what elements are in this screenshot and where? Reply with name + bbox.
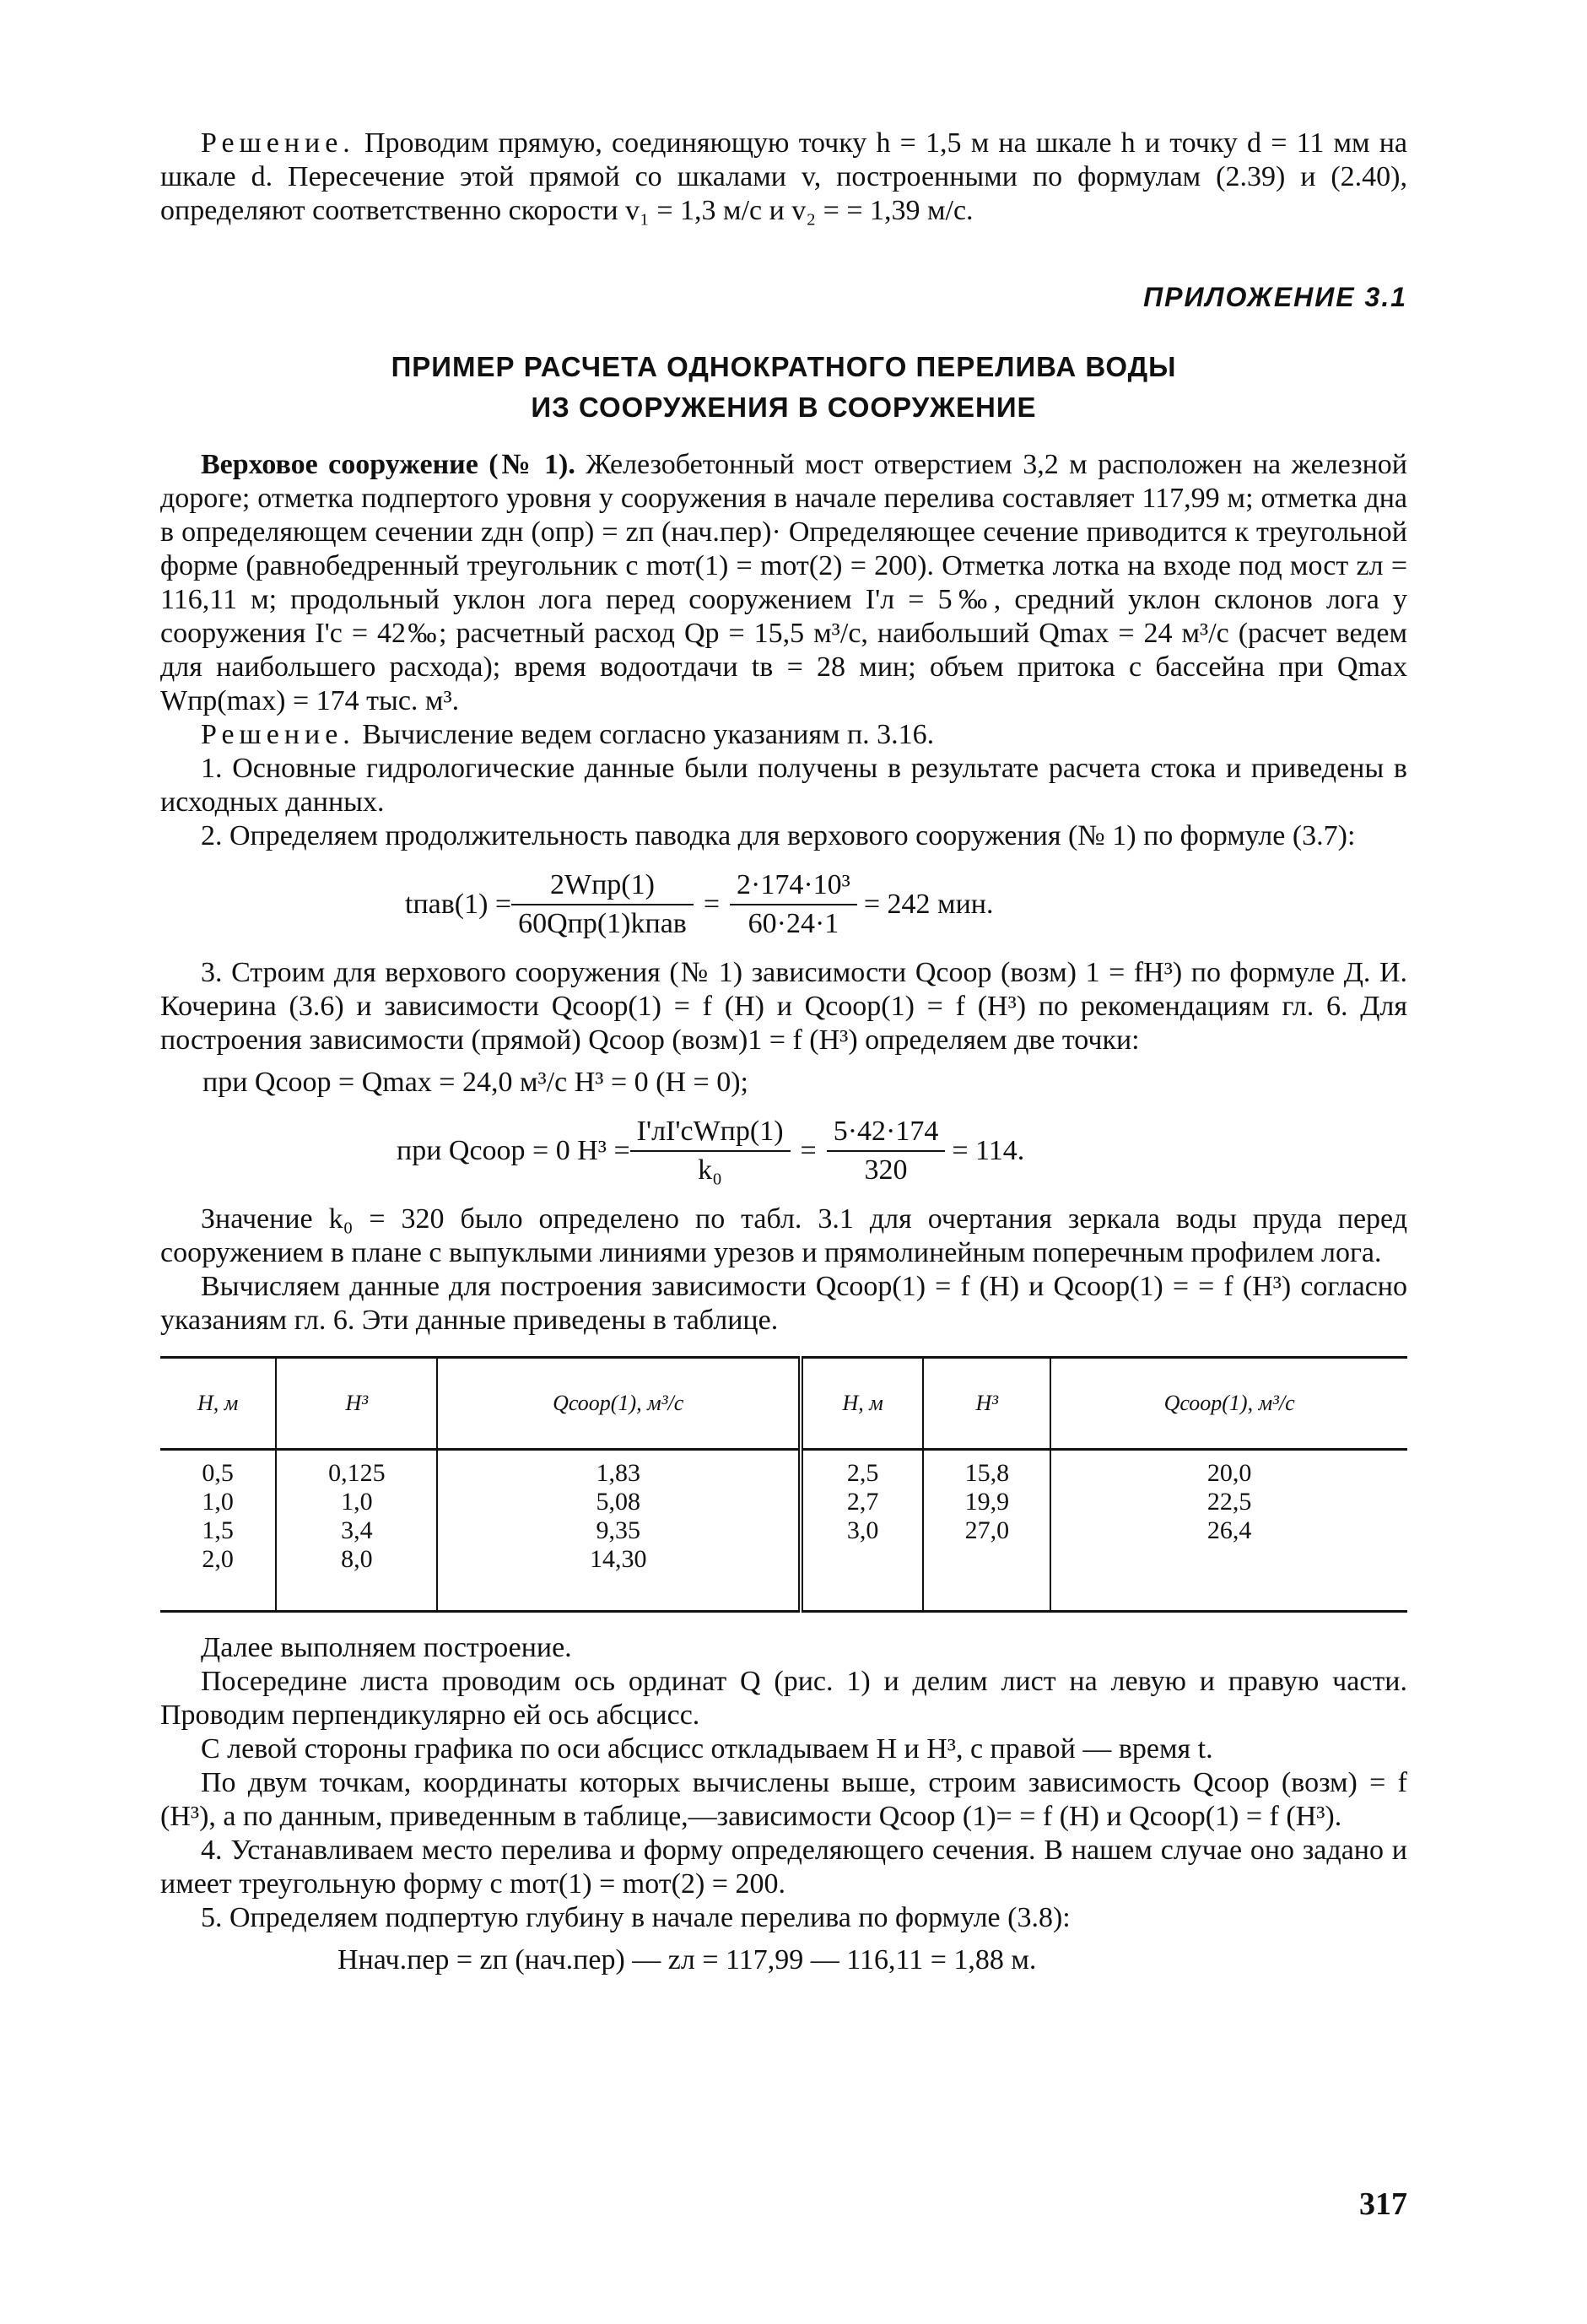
table-cell-h3-left: 0,125 1,0 3,4 8,0 <box>276 1450 437 1612</box>
formula-point1: при Qсоор = Qmax = 24,0 м³/с H³ = 0 (H = 0); <box>202 1067 748 1098</box>
section-title-line1: ПРИМЕР РАСЧЕТА ОДНОКРАТНОГО ПЕРЕЛИВА ВОДЫ <box>391 351 1177 382</box>
formula1-lhs: tпав(1) = <box>405 889 512 920</box>
formula1-num2: 2·174·10³ <box>730 868 857 905</box>
table-cell-q-left: 1,83 5,08 9,35 14,30 <box>437 1450 801 1612</box>
upper-structure-label: Верховое сооружение (№ 1). <box>201 449 575 480</box>
formula3-lhs: при Qсоор = 0 H³ = <box>397 1135 630 1166</box>
solution2-paragraph <box>160 718 1407 752</box>
formula3-den1: k₀ <box>698 1154 723 1186</box>
data-table <box>160 1356 1407 1613</box>
table-row <box>160 1450 1407 1612</box>
formula1-num1: 2Wпр(1) <box>511 868 694 905</box>
upper-structure-paragraph <box>160 448 1407 718</box>
step1-paragraph: 1. Основные гидрологические данные были получены в результате расчета стока и приведены в исходных данных. <box>160 753 1407 818</box>
table-header: H, м <box>160 1358 276 1450</box>
table-header: H, м <box>801 1358 923 1450</box>
table-header: H³ <box>923 1358 1050 1450</box>
formula-depth: Hнач.пер = zп (нач.пер) — zл = 117,99 — 116,11 = 1,88 м. <box>337 1944 1037 1975</box>
table-header-row <box>160 1358 1407 1450</box>
solution-intro-text: Проводим прямую, соединяющую точку h = 1,5 м на шкале h и точку d = 11 мм на шкале d. Пересечение этой прямой со шкалами v, построенными по формулам (2.39) и (2.40), определяют соответственно скорости v₁ = 1,3 м/с и v₂ = = 1,39 м/с. <box>160 127 1407 226</box>
formula3-num2: 5·42·174 <box>827 1115 946 1152</box>
formula1-fraction2 <box>730 868 857 941</box>
solution-intro-paragraph <box>160 127 1407 228</box>
formula1-den2: 60·24·1 <box>748 908 839 939</box>
step2-paragraph: 2. Определяем продолжительность паводка для верхового сооружения (№ 1) по формуле (3.7): <box>201 820 1356 851</box>
table-cell-h-left: 0,5 1,0 1,5 2,0 <box>160 1450 276 1612</box>
formula3-result: = 114. <box>952 1135 1025 1166</box>
section-title-line2: ИЗ СООРУЖЕНИЯ В СООРУЖЕНИЕ <box>531 392 1037 423</box>
table-cell-q-right: 20,0 22,5 26,4 <box>1050 1450 1407 1612</box>
table-cell-h3-right: 15,8 19,9 27,0 <box>923 1450 1050 1612</box>
page-content <box>160 127 1407 1992</box>
after-paragraph-3: С левой стороны графика по оси абсцисс откладываем H и H³, с правой — время t. <box>201 1733 1213 1765</box>
after-paragraph-2: Посередине листа проводим ось ординат Q (рис. 1) и делим лист на левую и правую части. Проводим перпендикулярно ей ось абсцисс. <box>160 1666 1407 1731</box>
after-paragraph-1: Далее выполняем построение. <box>201 1632 572 1663</box>
after-paragraph-4: По двум точкам, координаты которых вычислены выше, строим зависимость Qсоор (возм) = f (H³), а по данным, приведенным в таблице,—зависимости Qсоор (1)= = f (H) и Qсоор(1) = f (H³). <box>160 1767 1407 1832</box>
table-header: Qсоор(1), м³/с <box>1050 1358 1407 1450</box>
formula3-fraction2 <box>827 1115 946 1187</box>
solution2-text: Вычисление ведем согласно указаниям п. 3.16. <box>354 719 935 750</box>
step4-paragraph: 4. Устанавливаем место перелива и форму определяющего сечения. В нашем случае оно задано и имеет треугольную форму с mот(1) = mот(2) = 200. <box>160 1835 1407 1900</box>
formula1-den1: 60Qпр(1)kпав <box>518 908 687 939</box>
solution2-word: Решение. <box>201 719 355 750</box>
formula-point2 <box>397 1115 1407 1187</box>
formula3-fraction1 <box>630 1115 791 1187</box>
formula-flood-duration <box>405 868 1407 941</box>
upper-structure-text: Железобетонный мост отверстием 3,2 м расположен на железной дороге; отметка подпертого уровня у сооружения в начале перелива составляет 117,99 м; отметка дна в определяющем сечении zдн (опр) = zп (нач.пер)· Определяющее сечение приводится к треугольной форме (равнобедренный треугольник с mот(1) = mот(2) = 200). Отметка лотка на входе под мост zл = 116,11 м; продольный уклон лога перед сооружением I'л = 5‰, средний уклон склонов лога у сооружения I'с = 42‰; расчетный расход Qр = 15,5 м³/с, наибольший Qmax = 24 м³/с (расчет ведем для наибольшего расхода); время водоотдачи tв = 28 мин; объем притока с бассейна при Qmax Wпр(max) = 174 тыс. м³. <box>160 449 1407 716</box>
table-cell-h-right: 2,5 2,7 3,0 <box>801 1450 923 1612</box>
formula3-num1: I'лI'сWпр(1) <box>630 1115 791 1152</box>
step3-paragraph: 3. Строим для верхового сооружения (№ 1) зависимости Qсоор (возм) 1 = fH³) по формуле Д. И. Кочерина (3.6) и зависимости Qсоор(1) = f (H) и Qсоор(1) = f (H³) по рекомендациям гл. 6. Для построения зависимости (прямой) Qсоор (возм)1 = f (H³) определяем две точки: <box>160 957 1407 1056</box>
formula3-den2: 320 <box>864 1154 908 1186</box>
table-header: H³ <box>276 1358 437 1450</box>
table-header: Qсоор(1), м³/с <box>437 1358 801 1450</box>
formula1-fraction1 <box>511 868 694 941</box>
k0-paragraph: Значение k₀ = 320 было определено по табл. 3.1 для очертания зеркала воды пруда перед сооружением в плане с выпуклыми линиями урезов и прямолинейным поперечным профилем лога. <box>160 1203 1407 1268</box>
formula1-result: = 242 мин. <box>863 889 994 920</box>
step5-paragraph: 5. Определяем подпертую глубину в начале перелива по формуле (3.8): <box>201 1902 1071 1933</box>
formula1-eq: = <box>703 889 721 920</box>
formula3-eq: = <box>800 1135 817 1166</box>
page-number: 317 <box>1359 2186 1407 2222</box>
solution-word: Решение. <box>201 127 355 159</box>
section-title <box>160 347 1407 428</box>
calc-paragraph: Вычисляем данные для построения зависимости Qсоор(1) = f (H) и Qсоор(1) = = f (H³) согласно указаниям гл. 6. Эти данные приведены в таблице. <box>160 1271 1407 1336</box>
appendix-label: ПРИЛОЖЕНИЕ 3.1 <box>1143 282 1407 312</box>
